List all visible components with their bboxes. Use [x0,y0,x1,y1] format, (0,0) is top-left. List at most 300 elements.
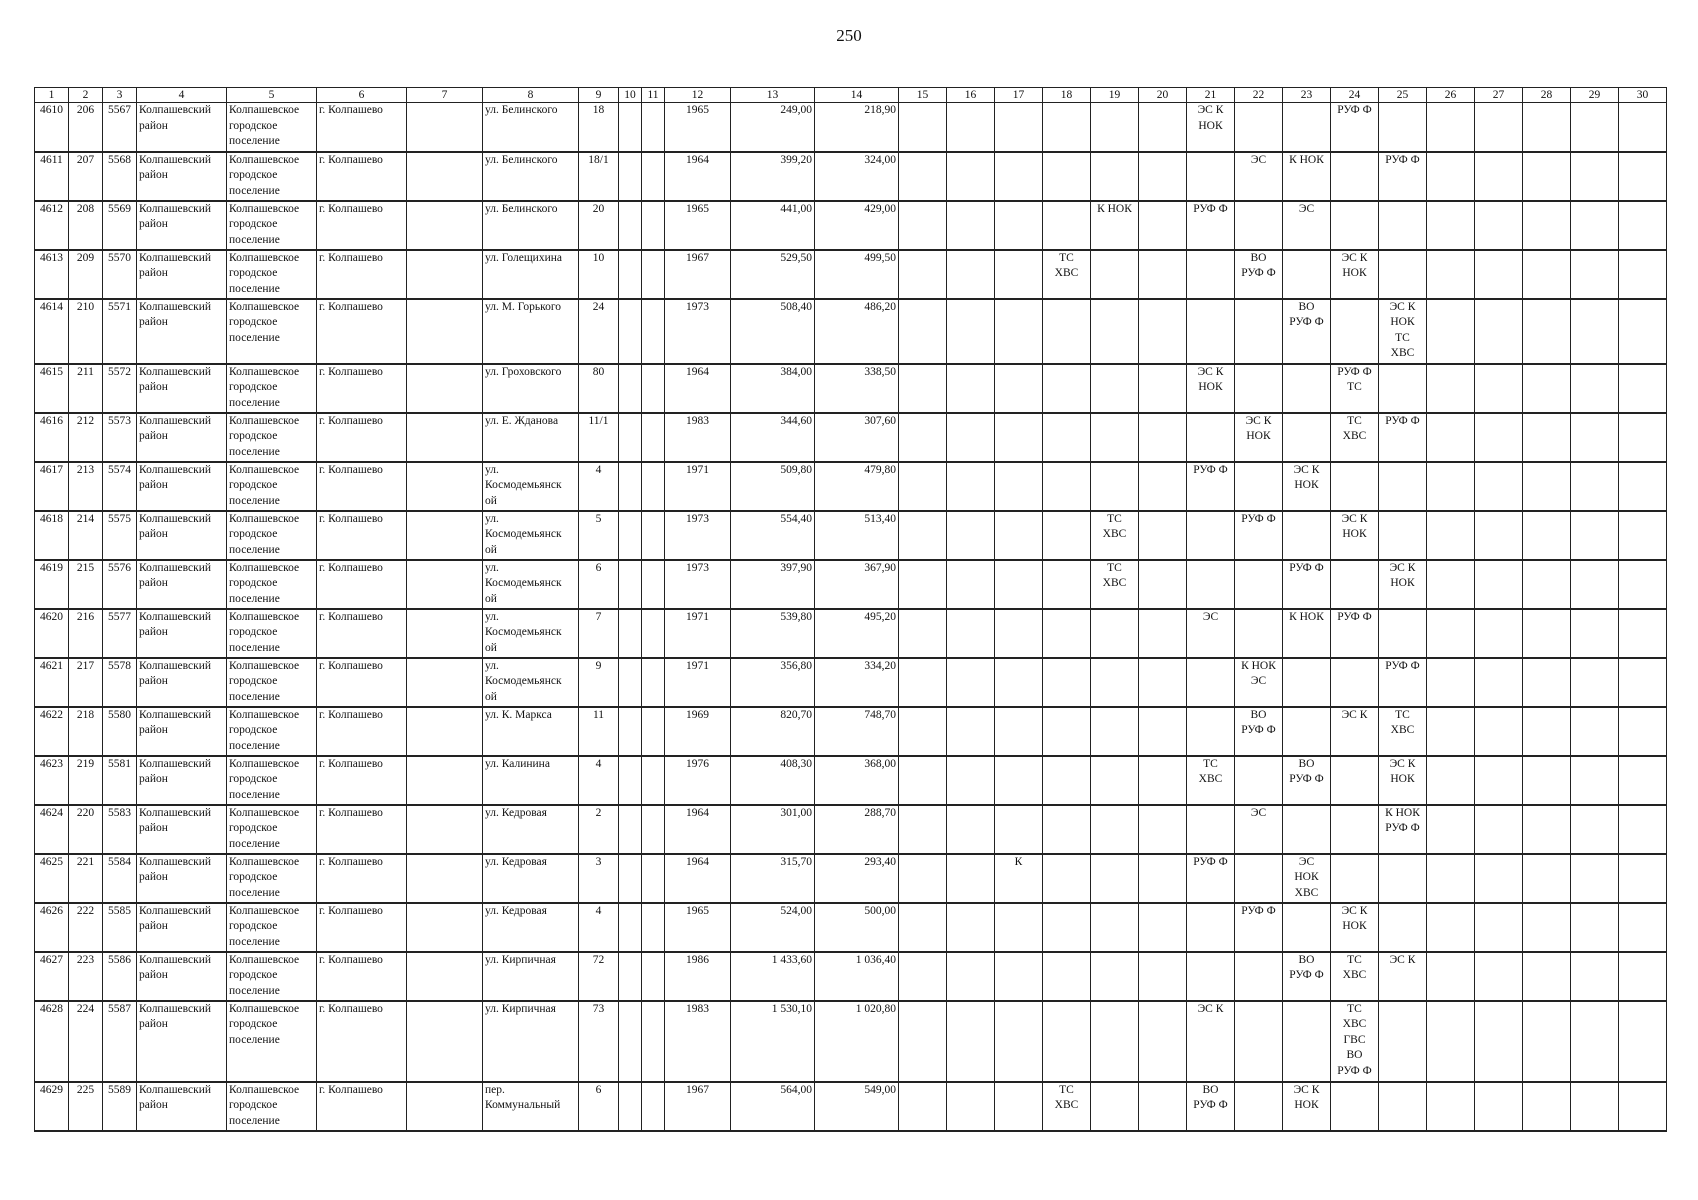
cell-col-9: 2 [579,805,619,854]
cell-col-8: ул. Белинского [483,201,579,250]
cell-col-9: 9 [579,658,619,707]
cell-col-23: ЭС НОК ХВС [1283,854,1331,903]
cell-col-1: 4613 [35,250,69,299]
cell-col-27 [1475,609,1523,658]
column-number-header [35,88,1667,103]
cell-col-27 [1475,299,1523,364]
cell-col-11 [642,952,665,1001]
cell-col-18 [1043,103,1091,152]
cell-col-28 [1523,952,1571,1001]
cell-col-1: 4626 [35,903,69,952]
cell-col-17 [995,707,1043,756]
cell-col-8: ул. Космодемьянск ой [483,462,579,511]
cell-col-5: Колпашевское городское поселение [227,707,317,756]
cell-col-1: 4615 [35,364,69,413]
cell-col-7 [407,413,483,462]
cell-col-21: ЭС К НОК [1187,364,1235,413]
cell-col-18 [1043,201,1091,250]
column-header-9: 9 [579,88,619,103]
cell-col-15 [899,511,947,560]
cell-col-18: ТС ХВС [1043,250,1091,299]
cell-col-3: 5584 [103,854,137,903]
cell-col-1: 4628 [35,1001,69,1082]
cell-col-16 [947,560,995,609]
cell-col-4: Колпашевский район [137,201,227,250]
column-header-6: 6 [317,88,407,103]
cell-col-15 [899,364,947,413]
cell-col-13: 554,40 [731,511,815,560]
cell-col-13: 315,70 [731,854,815,903]
cell-col-9: 10 [579,250,619,299]
cell-col-9: 6 [579,1082,619,1131]
column-header-27: 27 [1475,88,1523,103]
cell-col-25: ЭС К [1379,952,1427,1001]
cell-col-18 [1043,805,1091,854]
cell-col-28 [1523,152,1571,201]
cell-col-21: РУФ Ф [1187,462,1235,511]
cell-col-20 [1139,903,1187,952]
cell-col-2: 224 [69,1001,103,1082]
cell-col-25: ЭС К НОК ТС ХВС [1379,299,1427,364]
cell-col-19 [1091,609,1139,658]
cell-col-25: РУФ Ф [1379,413,1427,462]
cell-col-20 [1139,413,1187,462]
cell-col-10 [619,1082,642,1131]
cell-col-25 [1379,1001,1427,1082]
cell-col-1: 4612 [35,201,69,250]
cell-col-17 [995,756,1043,805]
column-header-8: 8 [483,88,579,103]
cell-col-2: 207 [69,152,103,201]
cell-col-6: г. Колпашево [317,511,407,560]
cell-col-26 [1427,462,1475,511]
cell-col-9: 24 [579,299,619,364]
cell-col-16 [947,250,995,299]
cell-col-20 [1139,462,1187,511]
column-header-20: 20 [1139,88,1187,103]
cell-col-19 [1091,952,1139,1001]
cell-col-28 [1523,364,1571,413]
cell-col-13: 524,00 [731,903,815,952]
cell-col-23 [1283,658,1331,707]
cell-col-14: 513,40 [815,511,899,560]
cell-col-23 [1283,1001,1331,1082]
cell-col-22 [1235,952,1283,1001]
cell-col-12: 1973 [665,511,731,560]
cell-col-15 [899,707,947,756]
cell-col-6: г. Колпашево [317,462,407,511]
cell-col-23: РУФ Ф [1283,560,1331,609]
cell-col-10 [619,560,642,609]
cell-col-7 [407,658,483,707]
cell-col-13: 344,60 [731,413,815,462]
cell-col-24 [1331,1082,1379,1131]
cell-col-27 [1475,152,1523,201]
cell-col-24 [1331,658,1379,707]
cell-col-21: РУФ Ф [1187,201,1235,250]
cell-col-4: Колпашевский район [137,903,227,952]
cell-col-8: ул. Калинина [483,756,579,805]
cell-col-10 [619,707,642,756]
cell-col-17 [995,250,1043,299]
cell-col-3: 5581 [103,756,137,805]
cell-col-20 [1139,299,1187,364]
cell-col-22 [1235,609,1283,658]
cell-col-28 [1523,560,1571,609]
cell-col-1: 4627 [35,952,69,1001]
table-row [35,854,1667,903]
cell-col-30 [1619,250,1667,299]
cell-col-14: 307,60 [815,413,899,462]
cell-col-28 [1523,462,1571,511]
cell-col-4: Колпашевский район [137,413,227,462]
cell-col-20 [1139,805,1187,854]
column-header-1: 1 [35,88,69,103]
cell-col-17 [995,103,1043,152]
cell-col-27 [1475,1082,1523,1131]
cell-col-23: К НОК [1283,609,1331,658]
cell-col-12: 1983 [665,1001,731,1082]
cell-col-18 [1043,854,1091,903]
cell-col-20 [1139,250,1187,299]
table-row [35,903,1667,952]
cell-col-10 [619,511,642,560]
cell-col-20 [1139,658,1187,707]
cell-col-19 [1091,805,1139,854]
cell-col-16 [947,103,995,152]
cell-col-10 [619,201,642,250]
cell-col-30 [1619,511,1667,560]
cell-col-2: 219 [69,756,103,805]
cell-col-23: ЭС К НОК [1283,1082,1331,1131]
cell-col-19 [1091,707,1139,756]
table-row [35,103,1667,152]
cell-col-23 [1283,511,1331,560]
cell-col-16 [947,1082,995,1131]
cell-col-15 [899,462,947,511]
cell-col-7 [407,609,483,658]
cell-col-10 [619,658,642,707]
table-row [35,250,1667,299]
cell-col-4: Колпашевский район [137,250,227,299]
column-header-10: 10 [619,88,642,103]
cell-col-1: 4619 [35,560,69,609]
cell-col-22: ЭС [1235,152,1283,201]
cell-col-14: 1 020,80 [815,1001,899,1082]
cell-col-30 [1619,805,1667,854]
cell-col-30 [1619,756,1667,805]
cell-col-26 [1427,903,1475,952]
cell-col-26 [1427,952,1475,1001]
cell-col-28 [1523,854,1571,903]
cell-col-7 [407,364,483,413]
cell-col-26 [1427,756,1475,805]
cell-col-3: 5575 [103,511,137,560]
column-header-26: 26 [1427,88,1475,103]
cell-col-20 [1139,1082,1187,1131]
column-header-29: 29 [1571,88,1619,103]
cell-col-18 [1043,511,1091,560]
cell-col-3: 5567 [103,103,137,152]
cell-col-18: ТС ХВС [1043,1082,1091,1131]
cell-col-12: 1964 [665,854,731,903]
cell-col-10 [619,903,642,952]
cell-col-8: ул. Космодемьянск ой [483,511,579,560]
cell-col-15 [899,152,947,201]
cell-col-22: РУФ Ф [1235,511,1283,560]
cell-col-14: 218,90 [815,103,899,152]
cell-col-12: 1965 [665,903,731,952]
cell-col-24 [1331,560,1379,609]
cell-col-12: 1976 [665,756,731,805]
cell-col-28 [1523,756,1571,805]
cell-col-30 [1619,658,1667,707]
cell-col-14: 293,40 [815,854,899,903]
column-header-22: 22 [1235,88,1283,103]
cell-col-12: 1971 [665,609,731,658]
cell-col-29 [1571,462,1619,511]
cell-col-3: 5585 [103,903,137,952]
cell-col-18 [1043,707,1091,756]
cell-col-8: ул. Космодемьянск ой [483,560,579,609]
cell-col-4: Колпашевский район [137,1082,227,1131]
cell-col-25 [1379,854,1427,903]
table-row [35,1001,1667,1082]
cell-col-16 [947,299,995,364]
cell-col-5: Колпашевское городское поселение [227,903,317,952]
cell-col-16 [947,413,995,462]
cell-col-22: ЭС К НОК [1235,413,1283,462]
cell-col-23 [1283,364,1331,413]
cell-col-24: ТС ХВС ГВС ВО РУФ Ф [1331,1001,1379,1082]
cell-col-8: ул. Космодемьянск ой [483,658,579,707]
cell-col-30 [1619,903,1667,952]
cell-col-18 [1043,658,1091,707]
cell-col-25: РУФ Ф [1379,152,1427,201]
cell-col-28 [1523,1001,1571,1082]
cell-col-10 [619,462,642,511]
cell-col-1: 4614 [35,299,69,364]
cell-col-24 [1331,756,1379,805]
cell-col-11 [642,1001,665,1082]
cell-col-28 [1523,299,1571,364]
cell-col-12: 1986 [665,952,731,1001]
cell-col-11 [642,903,665,952]
cell-col-30 [1619,152,1667,201]
cell-col-30 [1619,364,1667,413]
column-header-28: 28 [1523,88,1571,103]
cell-col-7 [407,903,483,952]
cell-col-29 [1571,952,1619,1001]
cell-col-22: ВО РУФ Ф [1235,250,1283,299]
cell-col-5: Колпашевское городское поселение [227,1001,317,1082]
cell-col-11 [642,462,665,511]
cell-col-14: 499,50 [815,250,899,299]
cell-col-27 [1475,658,1523,707]
cell-col-13: 820,70 [731,707,815,756]
cell-col-29 [1571,201,1619,250]
cell-col-17 [995,201,1043,250]
cell-col-14: 495,20 [815,609,899,658]
cell-col-18 [1043,413,1091,462]
table-row [35,1082,1667,1131]
cell-col-5: Колпашевское городское поселение [227,1082,317,1131]
cell-col-8: ул. Голещихина [483,250,579,299]
cell-col-2: 210 [69,299,103,364]
cell-col-8: пер. Коммунальный [483,1082,579,1131]
cell-col-4: Колпашевский район [137,560,227,609]
table-row [35,560,1667,609]
cell-col-20 [1139,1001,1187,1082]
cell-col-16 [947,903,995,952]
cell-col-13: 1 530,10 [731,1001,815,1082]
cell-col-30 [1619,1082,1667,1131]
cell-col-25 [1379,903,1427,952]
column-header-15: 15 [899,88,947,103]
cell-col-5: Колпашевское городское поселение [227,511,317,560]
cell-col-21: ЭС К НОК [1187,103,1235,152]
cell-col-23 [1283,103,1331,152]
cell-col-19 [1091,854,1139,903]
cell-col-25 [1379,511,1427,560]
cell-col-1: 4622 [35,707,69,756]
cell-col-12: 1983 [665,413,731,462]
cell-col-20 [1139,707,1187,756]
cell-col-15 [899,250,947,299]
cell-col-19 [1091,299,1139,364]
cell-col-19 [1091,462,1139,511]
cell-col-21 [1187,952,1235,1001]
cell-col-17 [995,364,1043,413]
cell-col-18 [1043,364,1091,413]
cell-col-19 [1091,152,1139,201]
cell-col-6: г. Колпашево [317,152,407,201]
cell-col-22: К НОК ЭС [1235,658,1283,707]
cell-col-14: 334,20 [815,658,899,707]
cell-col-29 [1571,511,1619,560]
cell-col-8: ул. Кедровая [483,805,579,854]
cell-col-2: 221 [69,854,103,903]
cell-col-2: 209 [69,250,103,299]
cell-col-3: 5573 [103,413,137,462]
cell-col-6: г. Колпашево [317,1001,407,1082]
cell-col-25 [1379,364,1427,413]
table-row [35,609,1667,658]
cell-col-11 [642,103,665,152]
cell-col-26 [1427,103,1475,152]
cell-col-2: 213 [69,462,103,511]
cell-col-7 [407,201,483,250]
cell-col-7 [407,756,483,805]
cell-col-18 [1043,952,1091,1001]
cell-col-15 [899,756,947,805]
cell-col-30 [1619,103,1667,152]
cell-col-17: К [995,854,1043,903]
cell-col-10 [619,805,642,854]
cell-col-15 [899,560,947,609]
table-body [35,103,1667,1131]
cell-col-8: ул. Кирпичная [483,1001,579,1082]
cell-col-20 [1139,152,1187,201]
cell-col-21: ТС ХВС [1187,756,1235,805]
table-row [35,201,1667,250]
cell-col-5: Колпашевское городское поселение [227,103,317,152]
cell-col-24 [1331,299,1379,364]
cell-col-7 [407,952,483,1001]
cell-col-3: 5574 [103,462,137,511]
cell-col-9: 4 [579,756,619,805]
page-number: 250 [836,26,862,45]
cell-col-4: Колпашевский район [137,152,227,201]
cell-col-5: Колпашевское городское поселение [227,201,317,250]
cell-col-13: 539,80 [731,609,815,658]
cell-col-26 [1427,364,1475,413]
cell-col-17 [995,609,1043,658]
cell-col-25: РУФ Ф [1379,658,1427,707]
cell-col-18 [1043,756,1091,805]
cell-col-25 [1379,103,1427,152]
cell-col-14: 1 036,40 [815,952,899,1001]
cell-col-11 [642,560,665,609]
cell-col-3: 5571 [103,299,137,364]
cell-col-20 [1139,103,1187,152]
cell-col-16 [947,201,995,250]
cell-col-21 [1187,903,1235,952]
cell-col-11 [642,707,665,756]
cell-col-21 [1187,707,1235,756]
cell-col-15 [899,609,947,658]
column-header-11: 11 [642,88,665,103]
cell-col-27 [1475,1001,1523,1082]
cell-col-24: ЭС К НОК [1331,250,1379,299]
cell-col-2: 214 [69,511,103,560]
cell-col-6: г. Колпашево [317,903,407,952]
cell-col-5: Колпашевское городское поселение [227,854,317,903]
table-row [35,511,1667,560]
cell-col-16 [947,854,995,903]
cell-col-1: 4618 [35,511,69,560]
table-row [35,462,1667,511]
column-header-24: 24 [1331,88,1379,103]
cell-col-1: 4623 [35,756,69,805]
cell-col-21 [1187,299,1235,364]
cell-col-24: ЭС К НОК [1331,903,1379,952]
cell-col-15 [899,1082,947,1131]
cell-col-15 [899,658,947,707]
cell-col-13: 1 433,60 [731,952,815,1001]
cell-col-16 [947,152,995,201]
table-row [35,805,1667,854]
cell-col-7 [407,854,483,903]
cell-col-8: ул. Белинского [483,103,579,152]
cell-col-16 [947,805,995,854]
cell-col-24 [1331,854,1379,903]
cell-col-29 [1571,152,1619,201]
cell-col-24 [1331,201,1379,250]
column-header-7: 7 [407,88,483,103]
cell-col-25: ЭС К НОК [1379,756,1427,805]
cell-col-6: г. Колпашево [317,560,407,609]
cell-col-22 [1235,854,1283,903]
table-row [35,152,1667,201]
cell-col-6: г. Колпашево [317,609,407,658]
cell-col-28 [1523,201,1571,250]
cell-col-9: 4 [579,462,619,511]
cell-col-17 [995,952,1043,1001]
cell-col-5: Колпашевское городское поселение [227,658,317,707]
cell-col-4: Колпашевский район [137,1001,227,1082]
cell-col-14: 368,00 [815,756,899,805]
